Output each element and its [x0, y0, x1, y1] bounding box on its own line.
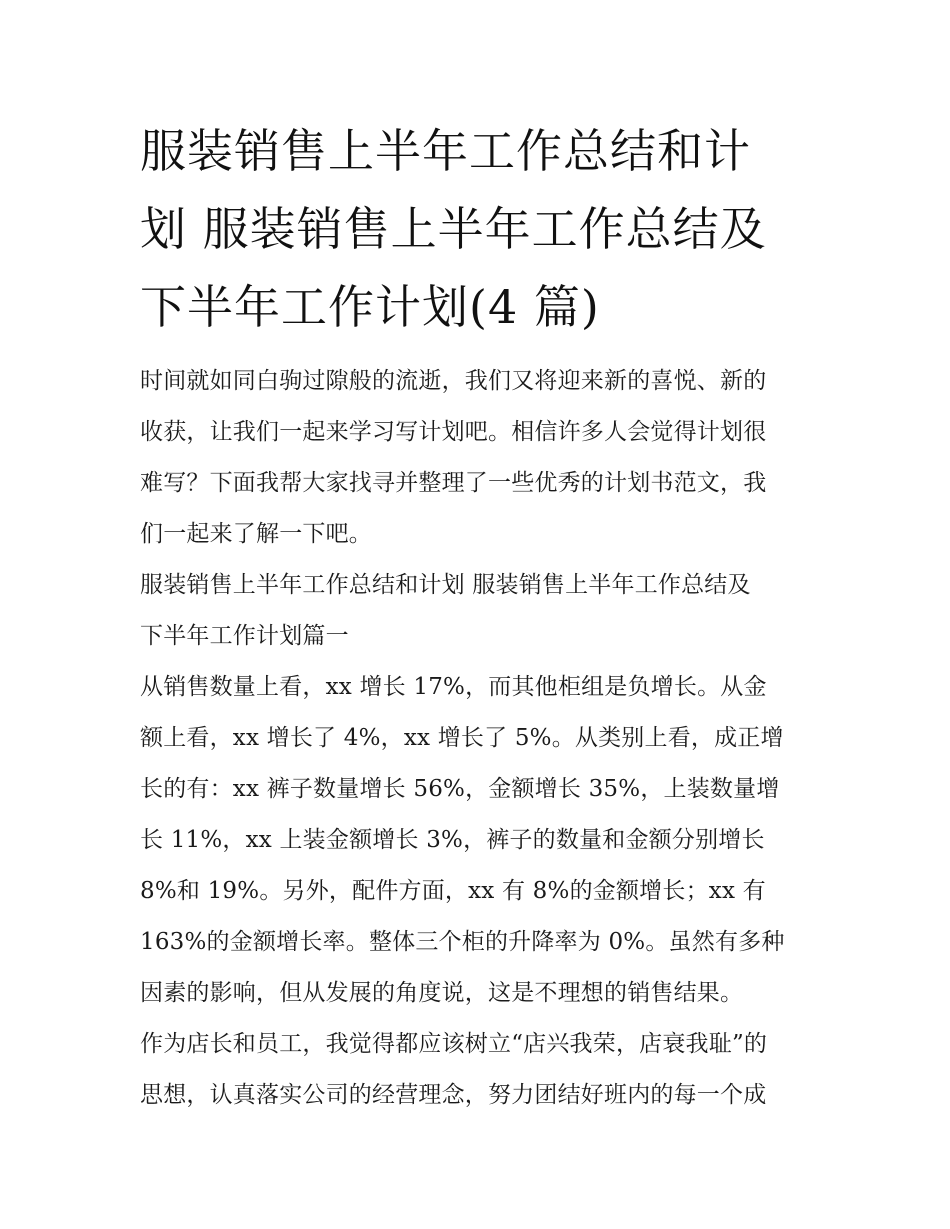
text-line: 8%和 19%。另外，配件方面，xx 有 8%的金额增长；xx 有 [140, 878, 766, 904]
sales-paragraph [140, 662, 812, 1019]
text-line: 163%的金额增长率。整体三个柜的升降率为 0%。虽然有多种 [140, 929, 785, 955]
text-line: 难写？下面我帮大家找寻并整理了一些优秀的计划书范文，我 [140, 470, 767, 496]
document-body [140, 356, 812, 1121]
text-line: 收获，让我们一起来学习写计划吧。相信许多人会觉得计划很 [140, 419, 767, 445]
text-line: 因素的影响，但从发展的角度说，这是不理想的销售结果。 [140, 980, 744, 1006]
text-line: 下半年工作计划篇一 [140, 623, 349, 649]
text-line: 额上看，xx 增长了 4%，xx 增长了 5%。从类别上看，成正增 [140, 725, 784, 751]
title-line: 划 服装销售上半年工作总结及 [140, 202, 767, 256]
text-line: 长 11%，xx 上装金额增长 3%，裤子的数量和金额分别增长 [140, 827, 765, 853]
text-line: 作为店长和员工，我觉得都应该树立“店兴我荣，店衰我耻”的 [140, 1031, 768, 1057]
text-line: 从销售数量上看，xx 增长 17%，而其他柜组是负增长。从金 [140, 674, 767, 700]
manager-paragraph [140, 1019, 812, 1121]
text-line: 时间就如同白驹过隙般的流逝，我们又将迎来新的喜悦、新的 [140, 368, 767, 394]
text-line: 服装销售上半年工作总结和计划 服装销售上半年工作总结及 [140, 572, 751, 598]
title-line: 服装销售上半年工作总结和计 [140, 124, 751, 178]
document-title [140, 112, 812, 346]
text-line: 们一起来了解一下吧。 [140, 521, 372, 547]
section-heading [140, 560, 812, 662]
text-line: 思想，认真落实公司的经营理念，努力团结好班内的每一个成 [140, 1082, 767, 1108]
intro-paragraph [140, 356, 812, 560]
text-line: 长的有：xx 裤子数量增长 56%，金额增长 35%，上装数量增 [140, 776, 780, 802]
title-line: 下半年工作计划(4 篇) [140, 280, 600, 334]
document-page [140, 112, 812, 1121]
